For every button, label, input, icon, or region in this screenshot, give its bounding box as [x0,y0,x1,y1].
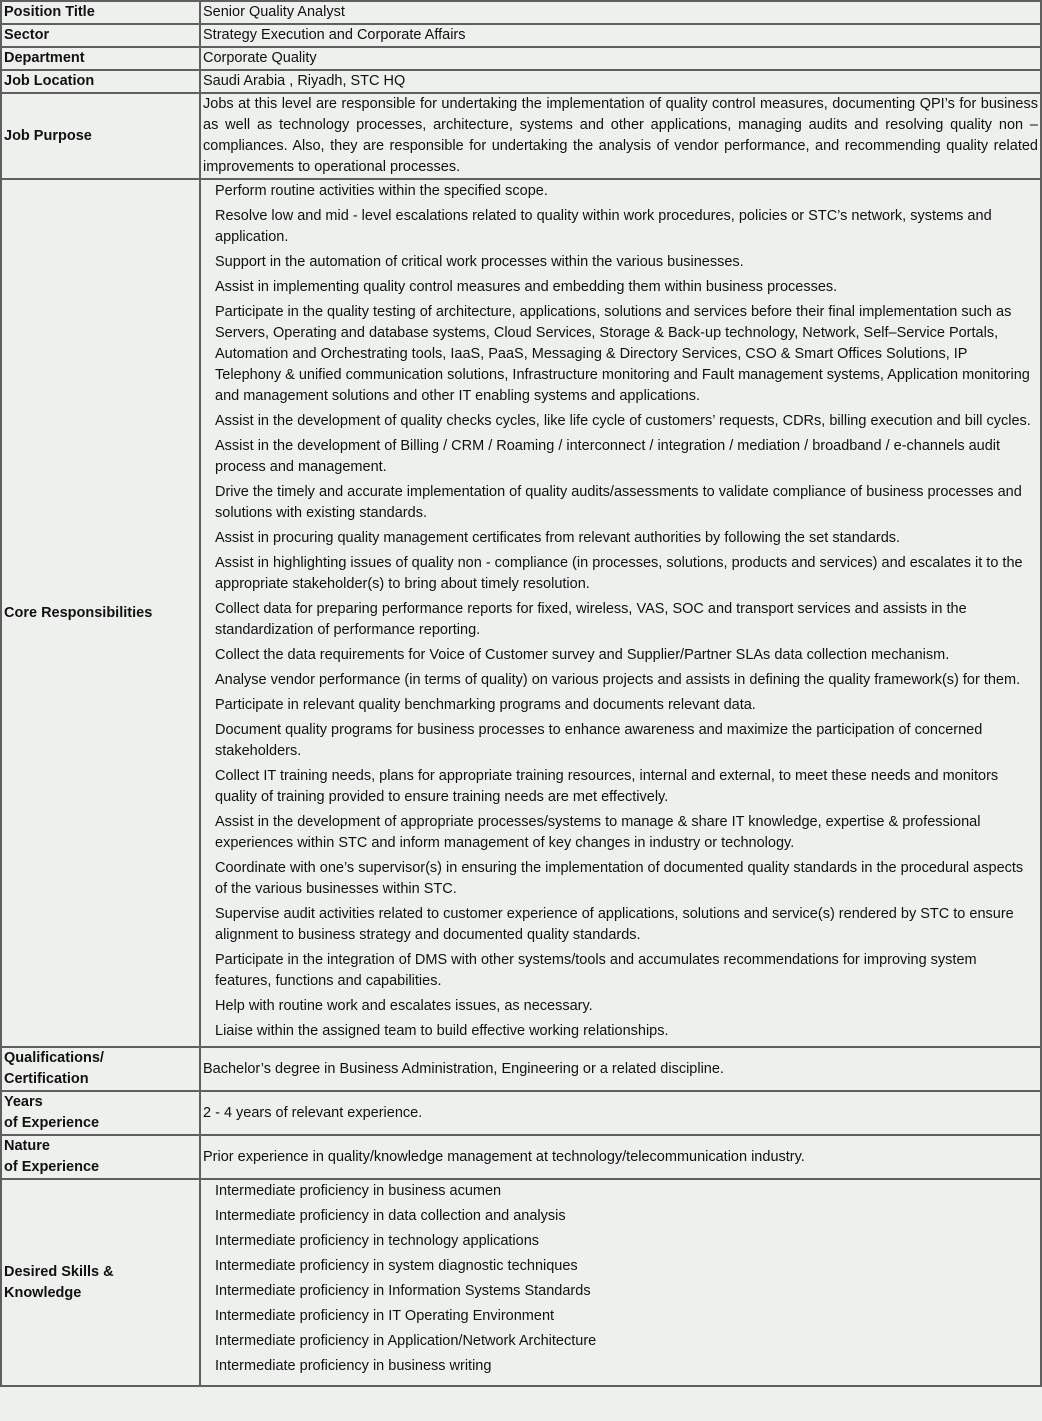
responsibility-item: Assist in implementing quality control measures and embedding them within business processes. [215,279,838,295]
position-title-value: Senior Quality Analyst [200,1,1041,24]
row-sector [1,24,1041,47]
desired-skills-list [203,1180,1038,1385]
responsibility-item: Participate in the integration of DMS with other systems/tools and accumulates recommendations for improving system features, functions and capabilities. [215,952,977,989]
sector-label: Sector [1,24,200,47]
row-desired-skills [1,1179,1041,1386]
responsibility-item: Supervise audit activities related to customer experience of applications, solutions and service(s) rendered by STC to ensure alignment to business strategy and documented quality standards. [215,906,1014,943]
job-purpose-label: Job Purpose [1,93,200,179]
nature-experience-value: Prior experience in quality/knowledge management at technology/telecommunication industry. [200,1135,1041,1179]
responsibility-item: Coordinate with one’s supervisor(s) in ensuring the implementation of documented quality standards in the procedural aspects of the various businesses within STC. [215,860,1024,897]
qualifications-value: Bachelor’s degree in Business Administration, Engineering or a related discipline. [200,1047,1041,1091]
desired-skills-label: Desired Skills & Knowledge [1,1179,200,1386]
responsibility-item: Perform routine activities within the specified scope. [215,183,548,199]
responsibility-item: Assist in the development of quality checks cycles, like life cycle of customers’ requests, CDRs, billing execution and bill cycles. [215,413,1031,429]
skill-item: Intermediate proficiency in data collection and analysis [215,1208,566,1224]
core-responsibilities-cell [200,179,1041,1047]
row-nature-experience [1,1135,1041,1179]
row-position-title [1,1,1041,24]
responsibility-item: Drive the timely and accurate implementation of quality audits/assessments to validate compliance of business processes and solutions with existing standards. [215,484,1022,521]
core-responsibilities-label: Core Responsibilities [1,179,200,1047]
years-experience-value: 2 - 4 years of relevant experience. [200,1091,1041,1135]
job-location-value: Saudi Arabia , Riyadh, STC HQ [200,70,1041,93]
responsibility-item: Assist in procuring quality management certificates from relevant authorities by following the set standards. [215,530,901,546]
row-department [1,47,1041,70]
skill-item: Intermediate proficiency in business acumen [215,1183,502,1199]
responsibility-item: Analyse vendor performance (in terms of quality) on various projects and assists in defining the quality framework(s) for them. [215,672,1021,688]
skill-item: Intermediate proficiency in technology applications [215,1233,540,1249]
core-responsibilities-list [203,180,1038,1046]
responsibility-item: Assist in highlighting issues of quality non - compliance (in processes, solutions, products and services) and escalates it to the appropriate stakeholder(s) to bring about timely resolution. [215,555,1023,592]
skill-item: Intermediate proficiency in IT Operating Environment [215,1308,555,1324]
responsibility-item: Help with routine work and escalates issues, as necessary. [215,998,593,1014]
responsibility-item: Collect the data requirements for Voice of Customer survey and Supplier/Partner SLAs data collection mechanism. [215,647,950,663]
row-qualifications [1,1047,1041,1091]
row-job-location [1,70,1041,93]
responsibility-item: Document quality programs for business processes to enhance awareness and maximize the participation of concerned stakeholders. [215,722,983,759]
responsibility-item: Participate in relevant quality benchmarking programs and documents relevant data. [215,697,756,713]
skill-item: Intermediate proficiency in business writing [215,1358,492,1374]
responsibility-item: Participate in the quality testing of architecture, applications, solutions and services before their final implementation such as Servers, Operating and database systems, Cloud Services, Storage & Back-up technology, Network, Self–Service Portals, Automation and Orchestrating tools, IaaS, PaaS, Messaging & Directory Services, CSO & Smart Offices Solutions, IP Telephony & unified communication solutions, Infrastructure monitoring and Fault management systems, Application monitoring and management solutions and other IT enabling systems and applications. [215,304,1030,404]
row-core-responsibilities [1,179,1041,1047]
nature-experience-label: Nature of Experience [1,1135,200,1179]
responsibility-item: Assist in the development of appropriate processes/systems to manage & share IT knowledge, expertise & professional experiences within STC and inform management of key changes in industry or technology. [215,814,981,851]
qualifications-label: Qualifications/ Certification [1,1047,200,1091]
responsibility-item: Collect IT training needs, plans for appropriate training resources, internal and external, to meet these needs and monitors quality of training provided to ensure training needs are met effectively. [215,768,999,805]
department-label: Department [1,47,200,70]
sector-value: Strategy Execution and Corporate Affairs [200,24,1041,47]
skill-item: Intermediate proficiency in Application/Network Architecture [215,1333,597,1349]
responsibility-item: Assist in the development of Billing / CRM / Roaming / interconnect / integration / mediation / broadband / e-channels audit process and management. [215,438,1001,475]
job-purpose-value: Jobs at this level are responsible for undertaking the implementation of quality control measures, documenting QPI’s for business as well as technology processes, architecture, systems and other applications, managing audits and resolving quality non – compliances. Also, they are responsible for undertaking the analysis of vendor performance, and recommending quality related improvements to operational processes. [200,93,1041,179]
row-job-purpose [1,93,1041,179]
desired-skills-cell [200,1179,1041,1386]
responsibility-item: Collect data for preparing performance reports for fixed, wireless, VAS, SOC and transport services and assists in the standardization of performance reporting. [215,601,967,638]
skill-item: Intermediate proficiency in system diagnostic techniques [215,1258,578,1274]
responsibility-item: Resolve low and mid - level escalations related to quality within work procedures, policies or STC’s network, systems and application. [215,208,992,245]
department-value: Corporate Quality [200,47,1041,70]
position-title-label: Position Title [1,1,200,24]
row-years-experience [1,1091,1041,1135]
job-location-label: Job Location [1,70,200,93]
responsibility-item: Support in the automation of critical work processes within the various businesses. [215,254,744,270]
responsibility-item: Liaise within the assigned team to build effective working relationships. [215,1023,669,1039]
years-experience-label: Years of Experience [1,1091,200,1135]
skill-item: Intermediate proficiency in Information Systems Standards [215,1283,591,1299]
